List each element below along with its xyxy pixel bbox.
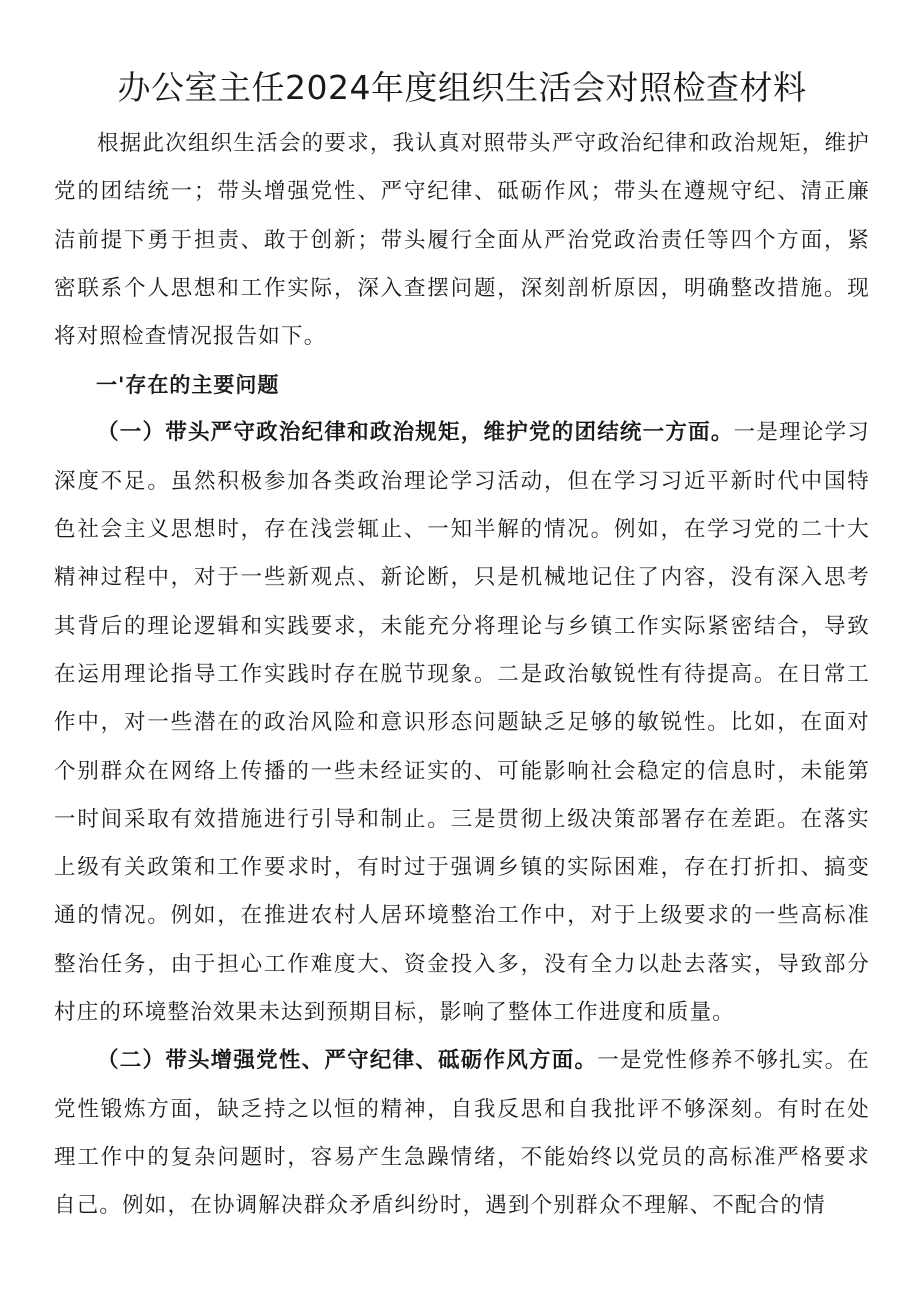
- subsection-1-paragraph: [54, 409, 870, 1037]
- document-title: 办公室主任2024年度组织生活会对照检查材料: [117, 68, 807, 107]
- subsection-1-body: 一是理论学习深度不足。虽然积极参加各类政治理论学习活动，但在学习习近平新时代中国特色社会主义思想时，存在浅尝辄止、一知半解的情况。例如，在学习党的二十大精神过程中，对于一些新观点、新论断，只是机械地记住了内容，没有深入思考其背后的理论逻辑和实践要求，未能充分将理论与乡镇工作实际紧密结合，导致在运用理论指导工作实践时存在脱节现象。二是政治敏锐性有待提高。在日常工作中，对一些潜在的政治风险和意识形态问题缺乏足够的敏锐性。比如，在面对个别群众在网络上传播的一些未经证实的、可能影响社会稳定的信息时，未能第一时间采取有效措施进行引导和制止。三是贯彻上级决策部署存在差距。在落实上级有关政策和工作要求时，有时过于强调乡镇的实际困难，存在打折扣、搞变通的情况。例如，在推进农村人居环境整治工作中，对于上级要求的一些高标准整治任务，由于担心工作难度大、资金投入多，没有全力以赴去落实，导致部分村庄的环境整治效果未达到预期目标，影响了整体工作进度和质量。: [54, 420, 871, 1026]
- subsection-2-paragraph: [54, 1037, 870, 1230]
- subsection-2-body: 一是党性修养不够扎实。在党性锻炼方面，缺乏持之以恒的精神，自我反思和自我批评不够深刻。有时在处理工作中的复杂问题时，容易产生急躁情绪，不能始终以党员的高标准严格要求自己。例如，在协调解决群众矛盾纠纷时，遇到个别群众不理解、不配合的情: [54, 1048, 871, 1219]
- intro-paragraph: 根据此次组织生活会的要求，我认真对照带头严守政治纪律和政治规矩，维护党的团结统一；带头增强党性、严守纪律、砥砺作风；带头在遵规守纪、清正廉洁前提下勇于担责、敢于创新；带头履行全面从严治党政治责任等四个方面，紧密联系个人思想和工作实际，深入查摆问题，深刻剖析原因，明确整改措施。现将对照检查情况报告如下。: [54, 131, 870, 350]
- subsection-1-lead: （一）带头严守政治纪律和政治规矩，维护党的团结统一方面。: [97, 420, 734, 446]
- subsection-2-lead: （二）带头增强党性、严守纪律、砥砺作风方面。: [97, 1048, 598, 1074]
- section-heading-problems: 一'存在的主要问题: [96, 373, 280, 398]
